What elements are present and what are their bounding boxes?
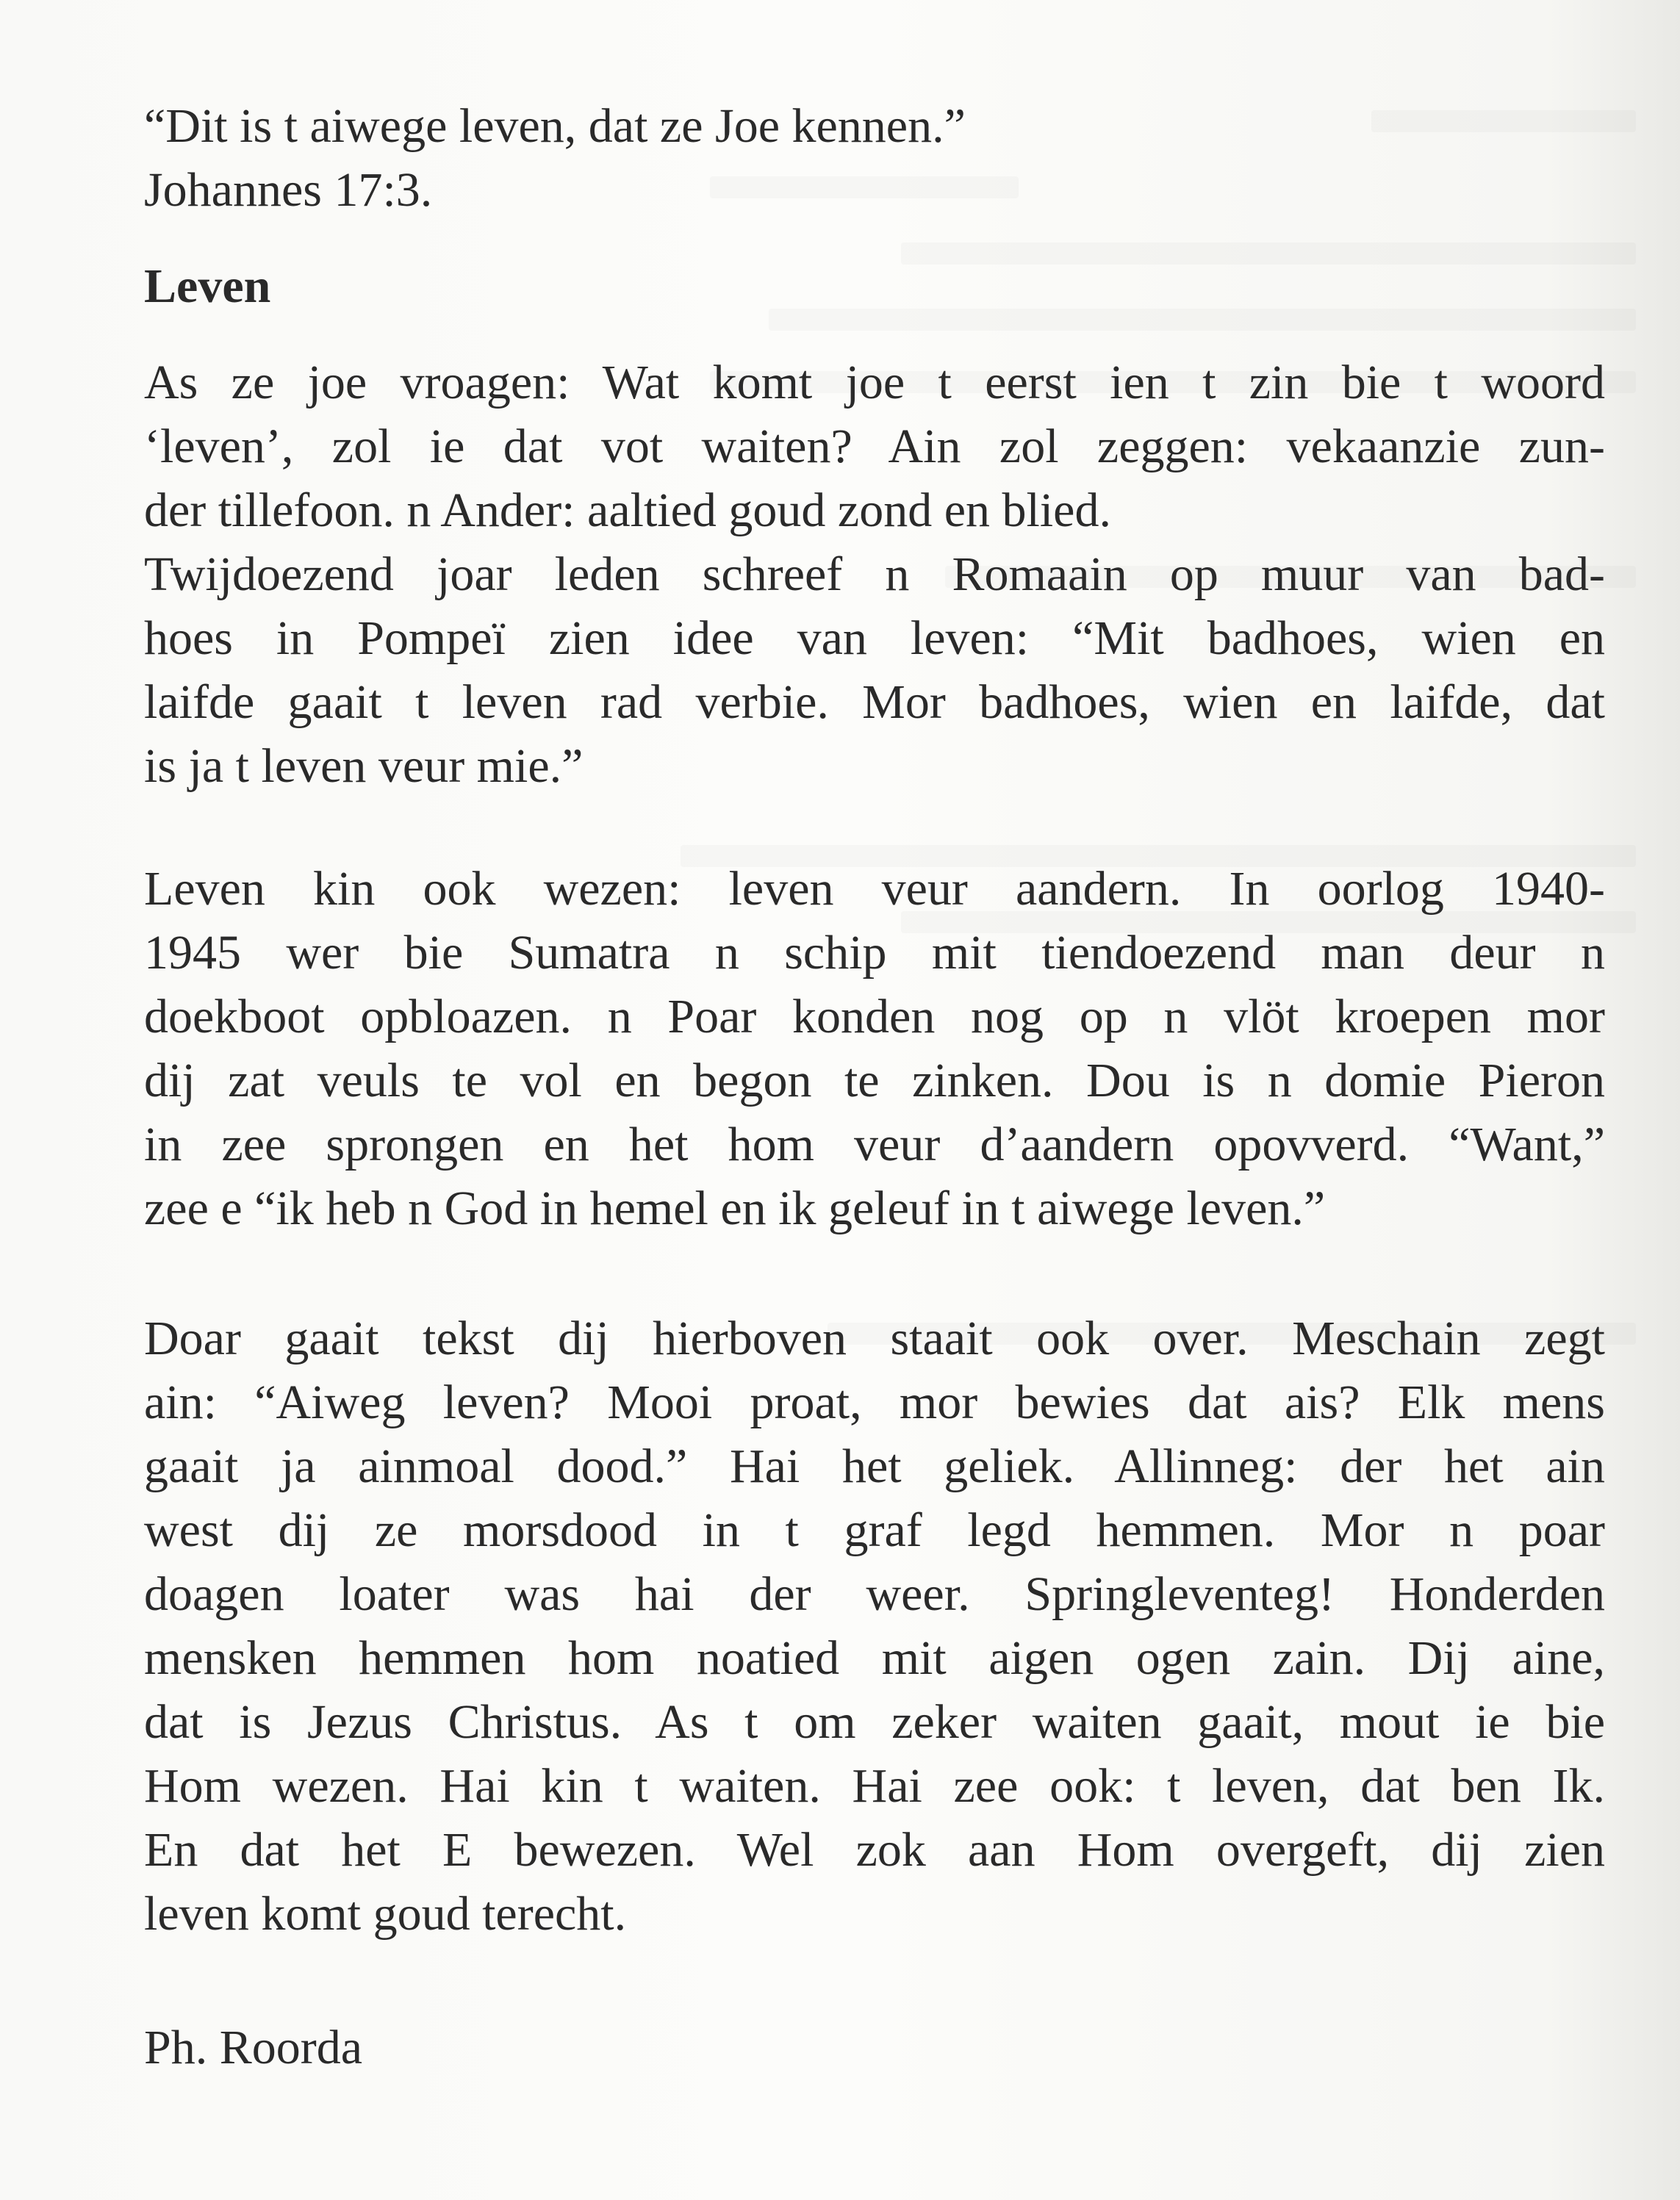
- paragraph-line: Hom wezen. Hai kin t waiten. Hai zee ook: t leven, dat ben Ik.: [144, 1759, 1605, 1813]
- paragraph-line: gaait ja ainmoal dood.” Hai het geliek. Allinneg: der het ain: [144, 1439, 1605, 1493]
- epigraph: [144, 94, 1605, 222]
- paragraph-line: hoes in Pompeï zien idee van leven: “Mit badhoes, wien en: [144, 611, 1605, 665]
- paragraph-line: mensken hemmen hom noatied mit aigen ogen zain. Dij aine,: [144, 1631, 1605, 1685]
- paragraph-line: Doar gaait tekst dij hierboven staait ook over. Meschain zegt: [144, 1312, 1605, 1365]
- paragraph-2: [144, 857, 1605, 1240]
- paragraph-line: is ja t leven veur mie.”: [144, 739, 584, 793]
- paragraph-line: Leven kin ook wezen: leven veur aandern. In oorlog 1940-: [144, 862, 1605, 916]
- paragraph-line: Twijdoezend joar leden schreef n Romaain op muur van bad-: [144, 547, 1605, 601]
- paragraph-line: dat is Jezus Christus. As t om zeker waiten gaait, mout ie bie: [144, 1695, 1605, 1749]
- page-content: [144, 94, 1605, 2079]
- paragraph-line: leven komt goud terecht.: [144, 1887, 627, 1941]
- paragraph-1: [144, 351, 1605, 798]
- epigraph-reference: Johannes 17:3.: [144, 163, 433, 217]
- paragraph-line: doekboot opbloazen. n Poar konden nog op n vlöt kroepen mor: [144, 990, 1605, 1043]
- paragraph-line: ‘leven’, zol ie dat vot waiten? Ain zol zeggen: vekaanzie zun-: [144, 420, 1605, 473]
- paragraph-line: doagen loater was hai der weer. Springleventeg! Honderden: [144, 1567, 1605, 1621]
- paragraph-line: En dat het E bewezen. Wel zok aan Hom overgeft, dij zien: [144, 1823, 1605, 1877]
- paragraph-line: zee e “ik heb n God in hemel en ik geleuf in t aiwege leven.”: [144, 1182, 1326, 1235]
- paragraph-line: ain: “Aiweg leven? Mooi proat, mor bewies dat ais? Elk mens: [144, 1376, 1605, 1429]
- paragraph-line: west dij ze morsdood in t graf legd hemmen. Mor n poar: [144, 1503, 1605, 1557]
- paragraph-line: dij zat veuls te vol en begon te zinken. Dou is n domie Pieron: [144, 1054, 1605, 1107]
- epigraph-quote: “Dit is t aiwege leven, dat ze Joe kennen.”: [144, 99, 966, 153]
- paragraph-line: in zee sprongen en het hom veur d’aandern opovverd. “Want,”: [144, 1118, 1605, 1171]
- paragraph-3: [144, 1306, 1605, 1946]
- author-signature: Ph. Roorda: [144, 2021, 362, 2074]
- paragraph-line: laifde gaait t leven rad verbie. Mor badhoes, wien en laifde, dat: [144, 675, 1605, 729]
- section-title: Leven: [144, 259, 271, 313]
- paragraph-line: As ze joe vroagen: Wat komt joe t eerst ien t zin bie t woord: [144, 356, 1605, 409]
- paragraph-line: 1945 wer bie Sumatra n schip mit tiendoezend man deur n: [144, 926, 1605, 979]
- paragraph-line: der tillefoon. n Ander: aaltied goud zond en blied.: [144, 484, 1111, 537]
